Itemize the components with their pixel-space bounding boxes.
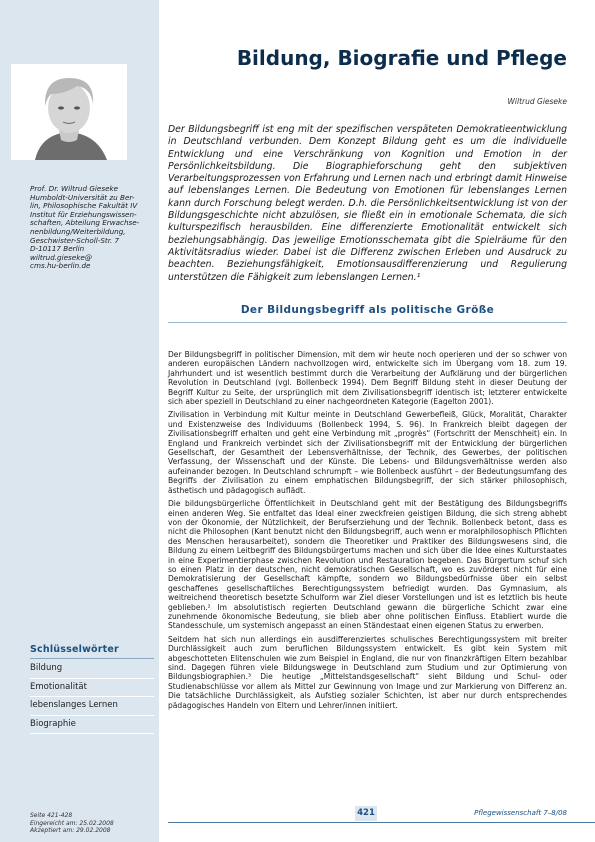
- author-photo: [11, 64, 127, 160]
- abstract: Der Bildungsbegriff ist eng mit der spezifischen verspäteten Demokratieentwicklung in Deutschland verbunden. Dem Konzept Bildung geht es um die individuelle Entwicklung und eine Verschränkung von Kognition und Emotion in der Persönlichkeitsbildung. Die Biographieforschung geht den subjektiven Verarbeitungsprozessen von Erfahrung und Lernen nach und erbringt damit Hinweise auf lebenslanges Lernen. Die Bedeutung von Emotionen für lebenslanges Lernen kann durch Forschung belegt werden. D.h. die Persönlichkeitsentwicklung ist von der Bildungsgeschichte nicht abzulösen, sie fließt ein in emotionale Schemata, die sich kulturspezifisch herausbilden. Eine differenzierte Emotionalität entwickelt sich beziehungsabhängig. Das jeweilige Emotionsschemata gibt die Spielräume für den Aktivitätsradius wieder. Dabei ist die Differenz zwischen Erleben und Ausdruck zu beachten. Beziehungsfähigkeit, Emotionsausdifferenzierung und Regulierung unterstützen die Fähigkeit zum lebenslangen Lernen.¹: [168, 124, 567, 283]
- accepted-date: Akzeptiert am: 29.02.2008: [30, 827, 111, 835]
- author-portrait-image: [11, 64, 127, 160]
- article-body: [168, 350, 567, 714]
- page-number: 421: [355, 806, 377, 821]
- author-info-line: Institut für Erziehungswissen-: [30, 209, 137, 219]
- keyword-item: Bildung: [30, 660, 154, 679]
- article-author: Wiltrud Gieseke: [507, 97, 567, 106]
- author-info-line: lin, Philosophische Fakultät IV: [30, 201, 138, 211]
- body-paragraph: Zivilisation in Verbindung mit Kultur meinte in Deutschland Gewerbefleiß, Glück, Moralität, Charakter und Existenzweise des Individuums (Bollenbeck 1994, S. 96). In Frankreich bleibt dagegen der Zivilisationsbegriff erhalten und geht eine Verbindung mit „progrès“ (Fortschritt der Menschheit) ein. In England und Frankreich verbindet sich der Zivilisationsbegriff mit der Entwicklung der bürgerlichen Gesellschaft, der Gesamtheit der Lebensverhältnisse, der Technik, des Gewerbes, der politischen Verfassung, der Wissenschaft und der Künste. Die Lebens- und Bildungsverhältnisse werden also aufeinander bezogen. In Deutschland schrumpft – wie Bollenbeck ausführt – der Bedeutungsumfang des Begriffs der Zivilisation zu einem emphatischen Bildungsbegriff, der sich stärker philosophisch, ästhetisch und pädagogisch auflädt.: [168, 410, 567, 495]
- submission-info: [30, 812, 114, 835]
- body-paragraph: Der Bildungsbegriff in politischer Dimension, mit dem wir heute noch operieren und der so schwer von anderen europäischen Ländern nachvollzogen wird, entwickelte sich im Übergang vom 18. zum 19. Jahrhundert und ist wesentlich bestimmt durch die Verarbeitung der Aufklärung und der bürgerlichen Revolution in Deutschland (vgl. Bollenbeck 1994). Dem Begriff Bildung steht in dieser Deutung der Begriff Kultur zu Seite, der ursprünglich mit dem Zivilisationsbegriff identisch ist; letzterer entwickelte sich aber speziell in Deutschland zu einer nachgeordneten Kategorie (Eagelton 2001).: [168, 350, 567, 407]
- sidebar: [0, 0, 159, 842]
- journal-name: Pflegewissenschaft 7–8/08: [474, 809, 567, 817]
- article-title: Bildung, Biografie und Pflege: [236, 46, 567, 70]
- keywords-divider: [30, 658, 154, 659]
- author-info-line: schaften, Abteilung Erwachse-: [30, 218, 140, 228]
- author-info-line: Geschwister-Scholl-Str. 7: [30, 235, 120, 245]
- author-email-line[interactable]: cms.hu-berlin.de: [30, 261, 91, 271]
- footer-rule: [168, 822, 595, 823]
- keyword-item: Emotionalität: [30, 679, 154, 698]
- keyword-item: lebenslanges Lernen: [30, 697, 154, 716]
- keyword-item: Biographie: [30, 716, 154, 735]
- author-email-line[interactable]: wiltrud.gieseke@: [30, 252, 92, 262]
- page-range: Seite 421-428: [30, 812, 73, 819]
- section-heading: Der Bildungsbegriff als politische Größe: [240, 304, 495, 316]
- author-info-line: Humboldt-Universität zu Ber-: [30, 192, 135, 202]
- author-info-line: D-10117 Berlin: [30, 244, 85, 254]
- body-paragraph: Die bildungsbürgerliche Öffentlichkeit in Deutschland geht mit der Bestätigung des Bildungsbegriffs einen anderen Weg. Sie entfaltet das Ideal einer zweckfreien geistigen Bildung, die sich streng abhebt von der Ökonomie, der Nützlichkeit, der Berufserziehung und der Technik. Bollenbeck betont, dass es nicht die Philosophen (Kant benutzt nicht den Bildungsbegriff, auch wenn er moralphilosophisch Pflichten des Menschen herausarbeitet), sondern die Theoretiker und Praktiker des Bildungswesens sind, die Bildung zu einem Leitbegriff des Bildungsbürgertums machen und sich über die Idee eines Kulturstaates in eine Experimentierphase zwischen Revolution und Restauration begeben. Das Bürgertum schuf sich so einen Platz in der deutschen, nicht demokratischen Gesellschaft, wo es zuvörderst nicht für eine Demokratisierung der Gesellschaft kämpfte, sondern wo Bildungsbedürfnisse über ein selbst geschaffenes gesellschaftliches Berechtigungssystem befriedigt wurden. Das Gymnasium, als weitreichend theoretisch besetzte Schulform war Ziel dieser Vorstellungen und ist es letztlich bis heute geblieben.² Im absolutistisch regierten Deutschland gewann die bürgerliche Schicht zwar eine zunehmende ökonomische Bedeutung, sie blieb aber ohne politischen Einfluss. Etabliert wurde die Standesschule, um systemisch angepasst an einen Ständestaat einen eigenen Status zu erwerben.: [168, 499, 567, 631]
- keywords-list: [30, 660, 154, 734]
- keywords-heading: Schlüsselwörter: [30, 644, 119, 655]
- author-info-line: nenbildung/Weiterbildung,: [30, 226, 126, 236]
- body-paragraph: Seitdem hat sich nun allerdings ein ausdifferenziertes schulisches Berechtigungssystem mit breiter Durchlässigkeit auch zum beruflichen Bildungssystem entwickelt. Es gibt kein System mit abgeschotteten Elitenschulen wie zum Beispiel in England, die nur von finanzkräftigen Eltern bezahlbar sind. Dagegen führen viele Bildungswege in Deutschland zum Studium und zur Optimierung von Bildungsbiographien.³ Die heutige „Mittelstandsgesellschaft“ sieht Bildung und Schul- oder Studienabschlüsse vor allem als Mittel zur Gewinnung von Image und zur Markierung von Differenz an. Die tatsächliche Durchlässigkeit, als Aufstieg sozialer Schichten, ist aber nur durch entsprechendes pädagogisches Handeln von Eltern und Lehrer/innen initiiert.: [168, 634, 567, 710]
- submitted-date: Eingereicht am: 25.02.2008: [30, 819, 114, 827]
- author-info-line: Prof. Dr. Wiltrud Gieseke: [30, 184, 119, 193]
- section-divider: [168, 322, 567, 323]
- author-info: [30, 185, 154, 271]
